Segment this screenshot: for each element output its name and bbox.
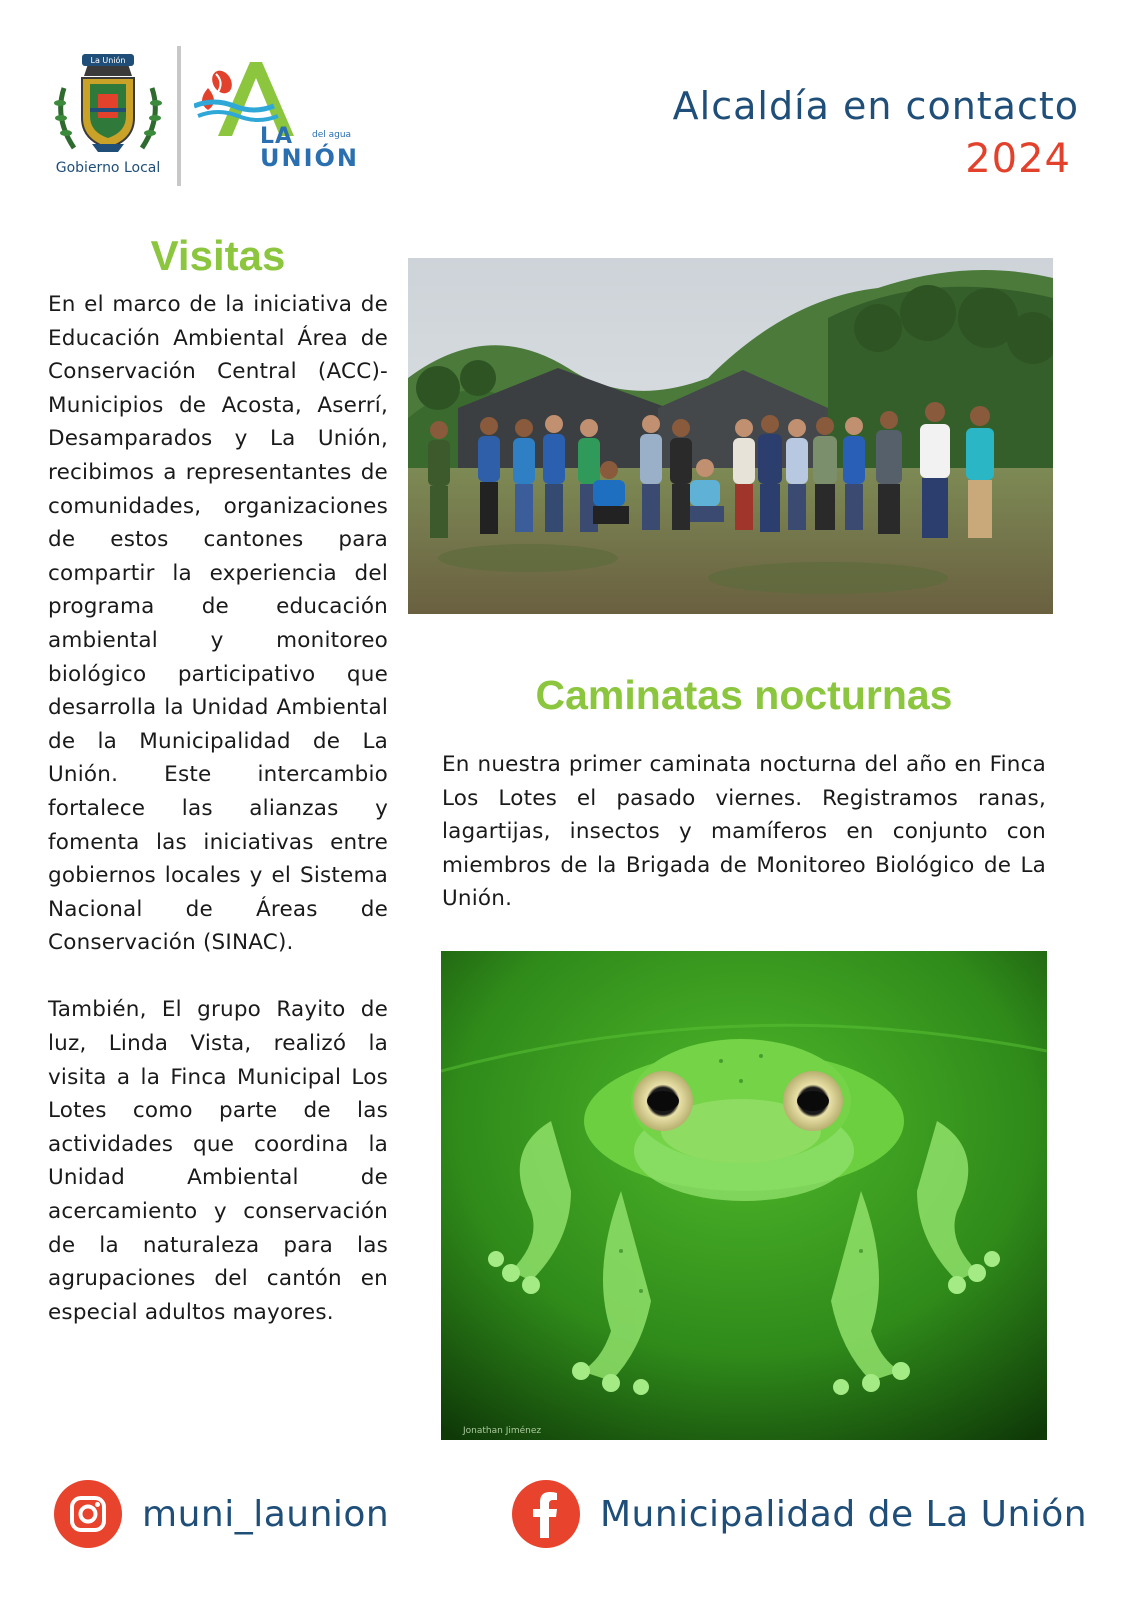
visitas-heading: Visitas bbox=[150, 232, 286, 279]
caminatas-heading: Caminatas nocturnas bbox=[535, 672, 953, 718]
coat-of-arms-icon bbox=[44, 48, 172, 160]
document-title: Alcaldía en contacto bbox=[672, 84, 1079, 128]
visitas-body bbox=[48, 288, 388, 1329]
visitas-paragraph-2: También, El grupo Rayito de luz, Linda Vista, realizó la visita a la Finca Municipal Los Lotes como parte de las actividades que coordina la Unidad Ambiental de acercamiento y conservación de la naturaleza para las agrupaciones del cantón en especial adultos mayores. bbox=[48, 997, 388, 1325]
photo-credit: Jonathan Jiménez bbox=[463, 1426, 542, 1436]
facebook-page-name: Municipalidad de La Unión bbox=[600, 1493, 1088, 1535]
visitas-paragraph-1: En el marco de la iniciativa de Educación Ambiental Área de Conservación Central (ACC)-Municipios de Acosta, Aserrí, Desamparados y La Unión, recibimos a representantes de comunidades, organizaciones de estos cantones para compartir la experiencia del programa de educación ambiental y monitoreo biológico participativo que desarrolla la Unidad Ambiental de la Municipalidad de La Unión. Este intercambio fortalece las alianzas y fomenta las iniciativas entre gobiernos locales y el Sistema Nacional de Áreas de Conservación (SINAC). bbox=[48, 292, 388, 956]
frog-photo-illustration bbox=[441, 951, 1047, 1440]
caminatas-body bbox=[442, 748, 1046, 916]
crest-banner-text: La Unión bbox=[90, 56, 126, 65]
instagram-link[interactable] bbox=[54, 1480, 389, 1548]
group-photo-illustration bbox=[408, 258, 1053, 614]
municipal-crest bbox=[44, 48, 172, 188]
facebook-link[interactable] bbox=[512, 1480, 1087, 1548]
la-union-logo bbox=[194, 58, 364, 176]
crest-caption: Gobierno Local bbox=[55, 160, 161, 176]
frog-photo bbox=[441, 951, 1047, 1440]
instagram-icon bbox=[54, 1480, 122, 1548]
facebook-icon bbox=[512, 1480, 580, 1548]
instagram-handle: muni_launion bbox=[142, 1493, 390, 1535]
group-photo bbox=[408, 258, 1053, 614]
brand-union: UNIÓN bbox=[260, 144, 359, 172]
brand-la: LA bbox=[260, 124, 294, 149]
caminatas-paragraph: En nuestra primer caminata nocturna del año en Finca Los Lotes el pasado viernes. Registramos ranas, lagartijas, insectos y mamíferos en conjunto con miembros de la Brigada de Monitoreo Biológico de La Unión. bbox=[442, 752, 1046, 912]
brand-tagline: del agua bbox=[312, 130, 352, 140]
header-divider bbox=[177, 46, 181, 186]
document-year: 2024 bbox=[965, 136, 1071, 182]
